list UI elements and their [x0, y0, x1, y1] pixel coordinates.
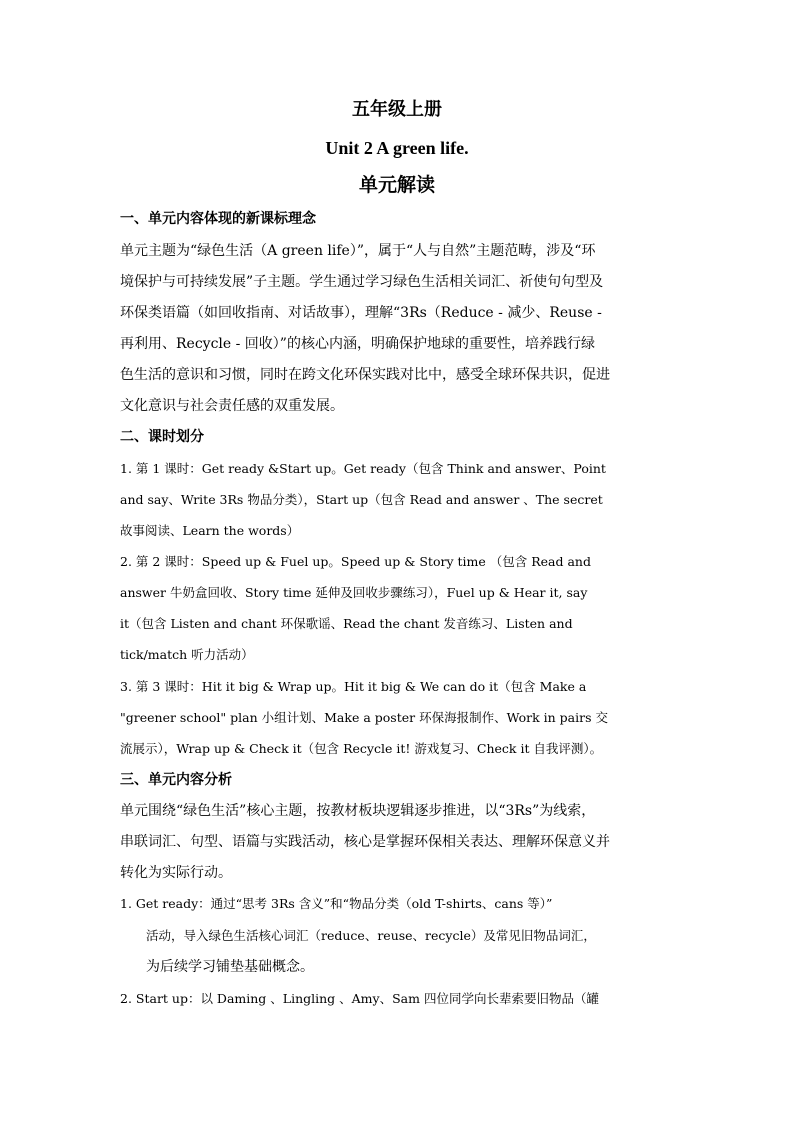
text-line: 文化意识与社会责任感的双重发展。 [120, 398, 344, 414]
text-line: 单元围绕“绿色生活”核心主题，按教材板块逻辑逐步推进，以“3Rs”为线索， [120, 803, 596, 819]
text-line: "greener school" plan 小组计划、Make a poster 环保海报制作、Work in pairs 交 [120, 710, 608, 725]
unit-title: Unit 2 A green life. [325, 138, 469, 158]
text-line: 境保护与可持续发展”子主题。学生通过学习绿色生活相关词汇、祈使句句型及 [120, 274, 604, 290]
text-line: 转化为实际行动。 [120, 865, 232, 881]
section-title: 单元解读 [358, 174, 435, 196]
text-line: 色生活的意识和习惯，同时在跨文化环保实践对比中，感受全球环保共识，促进 [120, 367, 610, 383]
text-line: 3. 第 3 课时：Hit it big & Wrap up。Hit it big & We can do it（包含 Make a [120, 679, 587, 694]
text-line: 环保类语篇（如回收指南、对话故事），理解“3Rs（Reduce - 减少、Reuse - [120, 305, 602, 321]
heading-2: 二、课时划分 [120, 429, 204, 445]
text-line: 1. 第 1 课时：Get ready &Start up。Get ready（包含 Think and answer、Point [120, 461, 606, 476]
text-line: 为后续学习铺垫基础概念。 [146, 959, 314, 975]
text-line: 2. Start up：以 Daming 、Lingling 、Amy、Sam 四位同学向长辈索要旧物品（罐 [120, 991, 599, 1006]
heading-1: 一、单元内容体现的新课标理念 [120, 211, 316, 227]
text-line: 再利用、Recycle - 回收）”的核心内涵，明确保护地球的重要性，培养践行绿 [120, 336, 595, 352]
text-line: answer 牛奶盒回收、Story time 延伸及回收步骤练习），Fuel up & Hear it, say [120, 585, 588, 600]
text-line: 流展示），Wrap up & Check it（包含 Recycle it! 游戏复习、Check it 自我评测）。 [120, 741, 603, 756]
text-line: 活动，导入绿色生活核心词汇（reduce、reuse、recycle）及常见旧物品词汇， [146, 928, 596, 943]
grade-title: 五年级上册 [352, 99, 442, 120]
text-line: 1. Get ready：通过“思考 3Rs 含义”和“物品分类（old T-shirts、cans 等）” [120, 896, 553, 911]
text-line: 单元主题为“绿色生活（A green life）”，属于“人与自然”主题范畴，涉及“环 [120, 243, 596, 259]
text-line: tick/match 听力活动） [120, 647, 254, 662]
text-line: 串联词汇、句型、语篇与实践活动，核心是掌握环保相关表达、理解环保意义并 [120, 834, 610, 850]
text-line: and say、Write 3Rs 物品分类），Start up（包含 Read and answer 、The secret [120, 492, 603, 507]
heading-3: 三、单元内容分析 [120, 772, 232, 788]
text-line: 故事阅读、Learn the words） [120, 523, 300, 538]
text-line: it（包含 Listen and chant 环保歌谣、Read the chant 发音练习、Listen and [120, 616, 573, 631]
text-line: 2. 第 2 课时：Speed up & Fuel up。Speed up & Story time （包含 Read and [120, 554, 591, 569]
